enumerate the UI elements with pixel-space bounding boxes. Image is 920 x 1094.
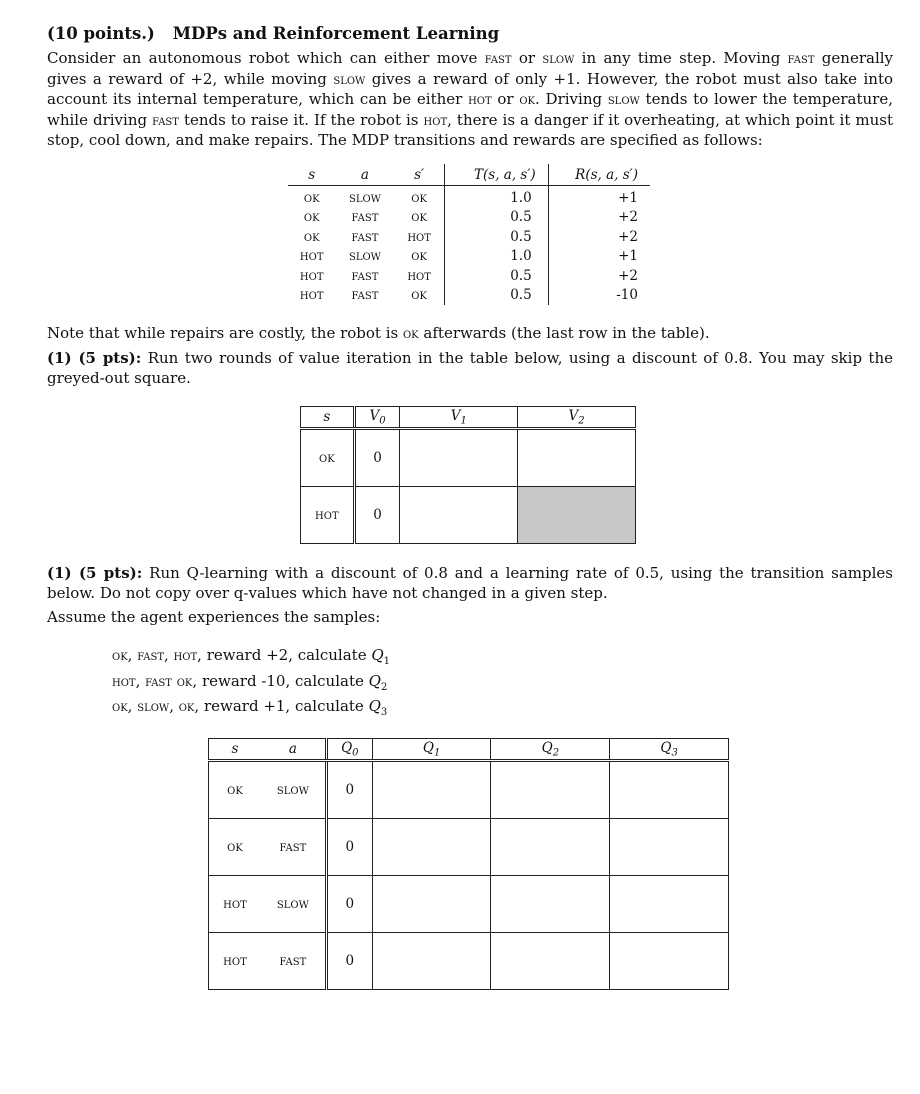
mdp-cell-s: ok [288, 186, 335, 208]
mdp-cell-s: hot [299, 248, 324, 265]
qt-header-q0: $Q_0$ [326, 739, 372, 761]
mdp-cell-r: +2 [548, 208, 650, 228]
vi-cell-s: ok [301, 429, 355, 487]
mdp-header-s: s [288, 164, 335, 186]
qt-cell-s: ok [209, 761, 261, 819]
qt-row [209, 876, 729, 933]
mdp-cell-s: ok [303, 209, 320, 226]
qt-cell-a: slow [261, 761, 326, 819]
mdp-cell-s-prime: ok [411, 209, 427, 226]
qt-row [209, 819, 729, 876]
vi-cell-greyed-out [518, 487, 636, 544]
mdp-cell-s-prime: hot [407, 228, 431, 245]
mdp-row [288, 286, 650, 306]
qt-header-q2: $Q_2$ [491, 739, 610, 761]
mdp-cell-t: 0.5 [444, 286, 548, 306]
qt-cell-q1-blank[interactable] [372, 761, 491, 819]
qt-cell-q0: 0 [326, 819, 372, 876]
samples-list [112, 646, 390, 723]
qt-cell-q3-blank[interactable] [610, 819, 729, 876]
mdp-header-a: a [335, 164, 394, 186]
mdp-cell-s-prime: ok [411, 287, 427, 304]
question-value-iteration: (1) (5 pts): Run two rounds of value iteration in the table below, using a discount of 0.8. You may skip the greyed-out square. [47, 349, 893, 387]
mdp-cell-a: fast [351, 228, 379, 245]
mdp-cell-t: 0.5 [444, 227, 548, 247]
mdp-cell-r: -10 [548, 286, 650, 306]
mdp-row [288, 227, 650, 247]
vi-row-ok [301, 429, 636, 487]
mdp-cell-a: fast [351, 287, 379, 304]
qt-cell-q2-blank[interactable] [491, 819, 610, 876]
qt-header-s: s [209, 739, 261, 761]
mdp-cell-s-prime: ok [411, 248, 427, 265]
mdp-transition-table [288, 164, 650, 305]
qt-cell-q1-blank[interactable] [372, 819, 491, 876]
mdp-cell-t: 0.5 [444, 208, 548, 228]
mdp-header-s-prime: s′ [395, 164, 445, 186]
mdp-cell-a: fast [351, 209, 379, 226]
qt-cell-q3-blank[interactable] [610, 761, 729, 819]
vi-row-hot [301, 487, 636, 544]
mdp-cell-r: +1 [548, 247, 650, 267]
problem-header [47, 24, 499, 43]
vi-header-s: s [301, 407, 355, 429]
qt-cell-q0: 0 [326, 876, 372, 933]
vi-cell-v1-blank[interactable] [400, 429, 518, 487]
qt-header-q1: $Q_1$ [372, 739, 491, 761]
mdp-row [288, 247, 650, 267]
mdp-cell-s-prime: hot [407, 267, 431, 284]
vi-cell-v0: 0 [354, 429, 400, 487]
mdp-cell-t: 0.5 [444, 266, 548, 286]
vi-cell-v2-blank[interactable] [518, 429, 636, 487]
qt-row [209, 933, 729, 990]
qt-cell-q1-blank[interactable] [372, 933, 491, 990]
qt-cell-a: slow [261, 876, 326, 933]
qt-header-a: a [261, 739, 326, 761]
mdp-header-r: R(s, a, s′) [548, 164, 650, 186]
vi-cell-v0: 0 [354, 487, 400, 544]
value-iteration-table [300, 406, 636, 544]
qt-cell-a: fast [261, 933, 326, 990]
mdp-cell-a: fast [351, 267, 379, 284]
mdp-cell-r: +2 [548, 227, 650, 247]
vi-header-v0: $V_0$ [354, 407, 400, 429]
qt-cell-q2-blank[interactable] [491, 933, 610, 990]
qt-row [209, 761, 729, 819]
mdp-row [288, 266, 650, 286]
qt-cell-q0: 0 [326, 933, 372, 990]
qt-cell-q3-blank[interactable] [610, 876, 729, 933]
qt-cell-s: hot [209, 933, 261, 990]
mdp-row [288, 208, 650, 228]
mdp-cell-t: 1.0 [444, 247, 548, 267]
sample-line: hot, fast ok, reward -10, calculate $Q_2$ [112, 671, 388, 693]
mdp-header-row [288, 164, 650, 186]
vi-cell-v1-blank[interactable] [400, 487, 518, 544]
sample-line: ok, slow, ok, reward +1, calculate $Q_3$ [112, 697, 388, 718]
mdp-cell-s: ok [303, 228, 320, 245]
mdp-cell-a: slow [348, 248, 381, 265]
mdp-cell-s-prime: ok [395, 186, 445, 208]
mdp-cell-s: hot [299, 287, 324, 304]
mdp-header-t: T(s, a, s′) [444, 164, 548, 186]
note-paragraph: Note that while repairs are costly, the robot is ok afterwards (the last row in the table). [47, 324, 710, 342]
vi-header-v1: $V_1$ [400, 407, 518, 429]
intro-paragraph: Consider an autonomous robot which can either move fast or slow in any time step. Moving fast generally gives a reward of +2, while moving slow gives a reward of only +1. However, the robot must also take into account its internal temperature, which can be either hot or ok. Driving slow tends to lower the temperature, while driving fast tends to raise it. If the robot is hot, there is a danger if it overheating, at which point it must stop, cool down, and make repairs. The MDP transitions and rewards are specified as follows: [47, 49, 894, 149]
qt-cell-q3-blank[interactable] [610, 933, 729, 990]
qt-cell-s: ok [209, 819, 261, 876]
mdp-cell-r: +2 [548, 266, 650, 286]
mdp-row [288, 186, 650, 208]
vi-header-v2: $V_2$ [518, 407, 636, 429]
assume-line: Assume the agent experiences the samples: [47, 608, 381, 626]
qt-cell-q2-blank[interactable] [491, 876, 610, 933]
mdp-cell-r: +1 [548, 186, 650, 208]
q-learning-table [208, 738, 729, 990]
mdp-cell-t: 1.0 [444, 186, 548, 208]
qt-header-q3: $Q_3$ [610, 739, 729, 761]
qt-cell-a: fast [261, 819, 326, 876]
vi-header-row [301, 407, 636, 429]
problem-title: MDPs and Reinforcement Learning [172, 24, 500, 43]
qt-cell-q2-blank[interactable] [491, 761, 610, 819]
question-q-learning: (1) (5 pts): Run Q-learning with a discount of 0.8 and a learning rate of 0.5, using the transition samples below. Do not copy over q-values which have not changed in a given step. [47, 564, 894, 602]
mdp-cell-s: hot [299, 267, 324, 284]
qt-cell-s: hot [209, 876, 261, 933]
sample-line: ok, fast, hot, reward +2, calculate $Q_1$ [112, 646, 391, 667]
vi-cell-s: hot [301, 487, 355, 544]
points-label: (10 points.) [47, 24, 155, 43]
mdp-cell-a: slow [335, 186, 394, 208]
qt-cell-q1-blank[interactable] [372, 876, 491, 933]
qt-header-row [209, 739, 729, 761]
qt-cell-q0: 0 [326, 761, 372, 819]
